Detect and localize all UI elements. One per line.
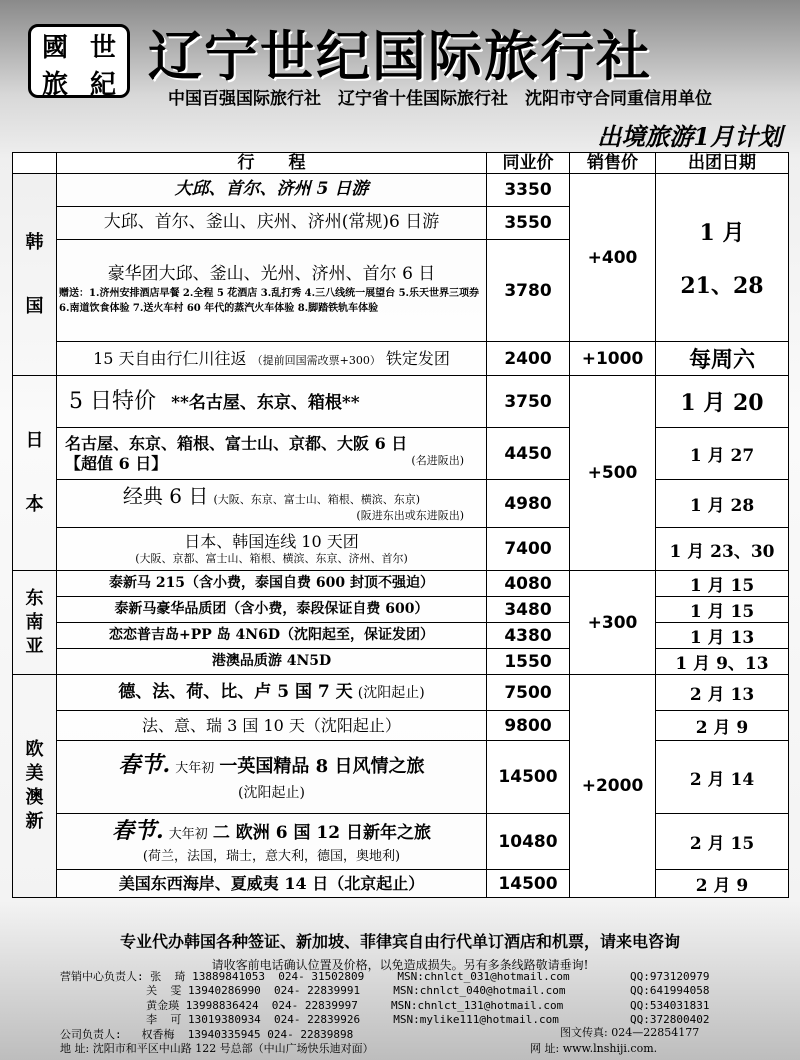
- contact-list: 营销中心负责人: 张 琦 13889841053 024- 31502809 MSN:chnlct_031@hotmail.com 关 雯 13940286990 024- 22839991 MSN:chnlct_040@hotmail.com 黄金瑛 13998836424 024- 22839997 MSN:chnlct_131@hotmail.com 李 可 13019380934 024- 22839926 MSN:mylike111@hotmail.com 公司负责人: 权香梅 13940335945 024- 22839898: [60, 970, 570, 1041]
- company-title: 辽宁世纪国际旅行社: [148, 25, 652, 88]
- region-sea: 东 南 亚: [13, 571, 57, 675]
- route-cell: 大邱、首尔、济州 5 日游: [57, 174, 487, 207]
- trade-price: 3750: [487, 376, 570, 428]
- table-row: [13, 649, 789, 675]
- route-cell: 港澳品质游 4N5D: [57, 649, 487, 675]
- header-region: [13, 153, 57, 174]
- trade-price: 4980: [487, 480, 570, 528]
- festival-label: 春节.: [118, 751, 171, 778]
- trade-price: 3350: [487, 174, 570, 207]
- route-cell: 泰新马豪华品质团（含小费，泰段保证自费 600）: [57, 597, 487, 623]
- header-sell-price: 销售价: [570, 153, 656, 174]
- address: 地 址: 沈阳市和平区中山路 122 号总部（中山广场快乐迪对面）: [60, 1042, 374, 1055]
- fax-number: 图文传真: 024—22854177: [560, 1026, 700, 1039]
- tour-table: [12, 152, 789, 898]
- table-row: [13, 711, 789, 741]
- plan-title: 出境旅游1月计划: [597, 122, 782, 151]
- table-row: [13, 571, 789, 597]
- trade-price: 7400: [487, 528, 570, 571]
- route-cell: [57, 342, 487, 376]
- table-row: [13, 480, 789, 528]
- route-note: (阪进东出或东进阪出): [356, 509, 464, 523]
- company-honors: 中国百强国际旅行社 辽宁省十佳国际旅行社 沈阳市守合同重信用单位: [168, 89, 712, 109]
- sell-price: +300: [570, 571, 656, 675]
- departure-cell: 2 月 9: [656, 711, 789, 741]
- trade-price: 4380: [487, 623, 570, 649]
- departure-cell: 1 月 28: [656, 480, 789, 528]
- trade-price: 1550: [487, 649, 570, 675]
- company-logo: [28, 24, 130, 98]
- table-row: [13, 741, 789, 814]
- route-title: 一英国精品 8 日风情之旅: [219, 755, 425, 777]
- departure-cell: 每周六: [656, 342, 789, 376]
- services-banner: 专业代办韩国各种签证、新加坡、菲律宾自由行代单订酒店和机票，请来电咨询: [119, 932, 680, 951]
- table-row: [13, 428, 789, 480]
- table-row: [13, 675, 789, 711]
- trade-price: 4450: [487, 428, 570, 480]
- trade-price: 14500: [487, 741, 570, 814]
- route-note: (名进阪出): [411, 453, 464, 467]
- table-row: [13, 174, 789, 207]
- route-cell: [57, 675, 487, 711]
- route-title: 经典 6 日: [122, 484, 209, 509]
- route-title: 15 天自由行仁川往返: [93, 348, 247, 368]
- header-trade-price: 同业价: [487, 153, 570, 174]
- departure-cell: 1 月 27: [656, 428, 789, 480]
- route-cell: 泰新马 215（含小费，泰国自费 600 封顶不强迫）: [57, 571, 487, 597]
- sell-price: +500: [570, 376, 656, 571]
- logo-char: 紀: [89, 70, 116, 100]
- logo-char: 世: [89, 33, 116, 63]
- departure-cell: 1 月 15: [656, 571, 789, 597]
- trade-price: 3550: [487, 207, 570, 240]
- route-cell: 大邱、首尔、釜山、庆州、济州(常规)6 日游: [57, 207, 487, 240]
- sell-price: +2000: [570, 675, 656, 898]
- trade-price: 7500: [487, 675, 570, 711]
- route-tail: **名古屋、东京、箱根**: [171, 392, 360, 413]
- route-cities: (大阪、东京、富士山、箱根、横滨、东京): [213, 493, 421, 507]
- departure-days: 21、28: [680, 272, 764, 299]
- route-cell: [57, 814, 487, 870]
- table-row: [13, 528, 789, 571]
- logo-char: 國: [41, 33, 68, 63]
- trade-price: 4080: [487, 571, 570, 597]
- route-tag: 【超值 6 日】: [65, 453, 168, 473]
- route-title: 二 欧洲 6 国 12 日新年之旅: [212, 822, 431, 843]
- header-route: 行 程: [57, 153, 487, 174]
- website[interactable]: 网 址: www.lnshiji.com.: [530, 1042, 658, 1055]
- table-row: [13, 597, 789, 623]
- trade-price: 10480: [487, 814, 570, 870]
- route-cell: [57, 741, 487, 814]
- region-japan: 日 本: [13, 376, 57, 571]
- route-note: (沈阳起止): [357, 684, 425, 701]
- sell-price: +400: [570, 174, 656, 342]
- route-cell: 美国东西海岸、夏威夷 14 日（北京起止）: [57, 870, 487, 898]
- route-cell: [57, 376, 487, 428]
- route-cities: (荷兰，法国，瑞士，意大利，德国，奥地利): [142, 849, 401, 865]
- festival-label: 春节.: [112, 817, 164, 844]
- region-europe: 欧 美 澳 新: [13, 675, 57, 898]
- table-row: [13, 342, 789, 376]
- departure-cell: 2 月 15: [656, 814, 789, 870]
- departure-cell: 2 月 14: [656, 741, 789, 814]
- departure-cell: 2 月 9: [656, 870, 789, 898]
- trade-price: 3780: [487, 240, 570, 342]
- route-cell: 恋恋普吉岛+PP 岛 4N6D（沈阳起至，保证发团）: [57, 623, 487, 649]
- route-cell: 法、意、瑞 3 国 10 天（沈阳起止）: [57, 711, 487, 741]
- table-row: [13, 376, 789, 428]
- trade-price: 9800: [487, 711, 570, 741]
- route-tail: 铁定发团: [385, 348, 450, 368]
- route-prefix: 大年初: [168, 826, 208, 842]
- departure-cell: 1 月 13: [656, 623, 789, 649]
- trade-price: 3480: [487, 597, 570, 623]
- departure-cell: 1 月 9、13: [656, 649, 789, 675]
- departure-cell: 2 月 13: [656, 675, 789, 711]
- route-title: 日本、韩国连线 10 天团: [184, 532, 359, 552]
- route-cell: [57, 240, 487, 342]
- departure-month: 1 月: [699, 219, 745, 246]
- departure-cell: 1 月 20: [656, 376, 789, 428]
- route-note: （提前回国需改票+300）: [251, 353, 381, 367]
- table-header: [13, 153, 789, 174]
- departure-cell: 1 月 15: [656, 597, 789, 623]
- trade-price: 2400: [487, 342, 570, 376]
- header-departure: 出团日期: [656, 153, 789, 174]
- route-title: 名古屋、东京、箱根、富士山、京都、大阪 6 日: [65, 433, 408, 453]
- logo-char: 旅: [41, 70, 68, 100]
- departure-cell: [656, 174, 789, 342]
- table-row: [13, 814, 789, 870]
- route-prefix: 大年初: [175, 760, 215, 776]
- route-title: 5 日特价: [69, 388, 156, 414]
- sell-price: +1000: [570, 342, 656, 376]
- region-korea: 韩 国: [13, 174, 57, 376]
- notice-line: 请收客前电话确认位置及价格，以免造成损失。另有多条线路敬请垂询!: [211, 958, 589, 972]
- table-row: [13, 870, 789, 898]
- qq-list: QQ:973120979 QQ:641994058 QQ:534031831 QQ:372800402: [630, 970, 710, 1027]
- table-row: [13, 623, 789, 649]
- departure-cell: 1 月 23、30: [656, 528, 789, 571]
- route-note: (沈阳起止): [238, 785, 305, 801]
- address-line: [60, 1040, 790, 1056]
- route-title: 豪华团大邱、釜山、光州、济州、首尔 6 日: [107, 264, 436, 285]
- route-cell: [57, 528, 487, 571]
- route-title: 德、法、荷、比、卢 5 国 7 天: [118, 681, 353, 702]
- trade-price: 14500: [487, 870, 570, 898]
- route-cell: [57, 428, 487, 480]
- gift-list: 赠送：1.济州安排酒店早餐 2.全程 5 花酒店 3.乱打秀 4.三八线统一展望台 5.乐天世界三项券 6.南道饮食体验 7.送火车村 60 年代的蒸汽火车体验 8.脚踏铁轨车体验: [59, 287, 480, 315]
- route-cities: (大阪、京都、富士山、箱根、横滨、东京、济州、首尔): [135, 552, 408, 566]
- route-cell: [57, 480, 487, 528]
